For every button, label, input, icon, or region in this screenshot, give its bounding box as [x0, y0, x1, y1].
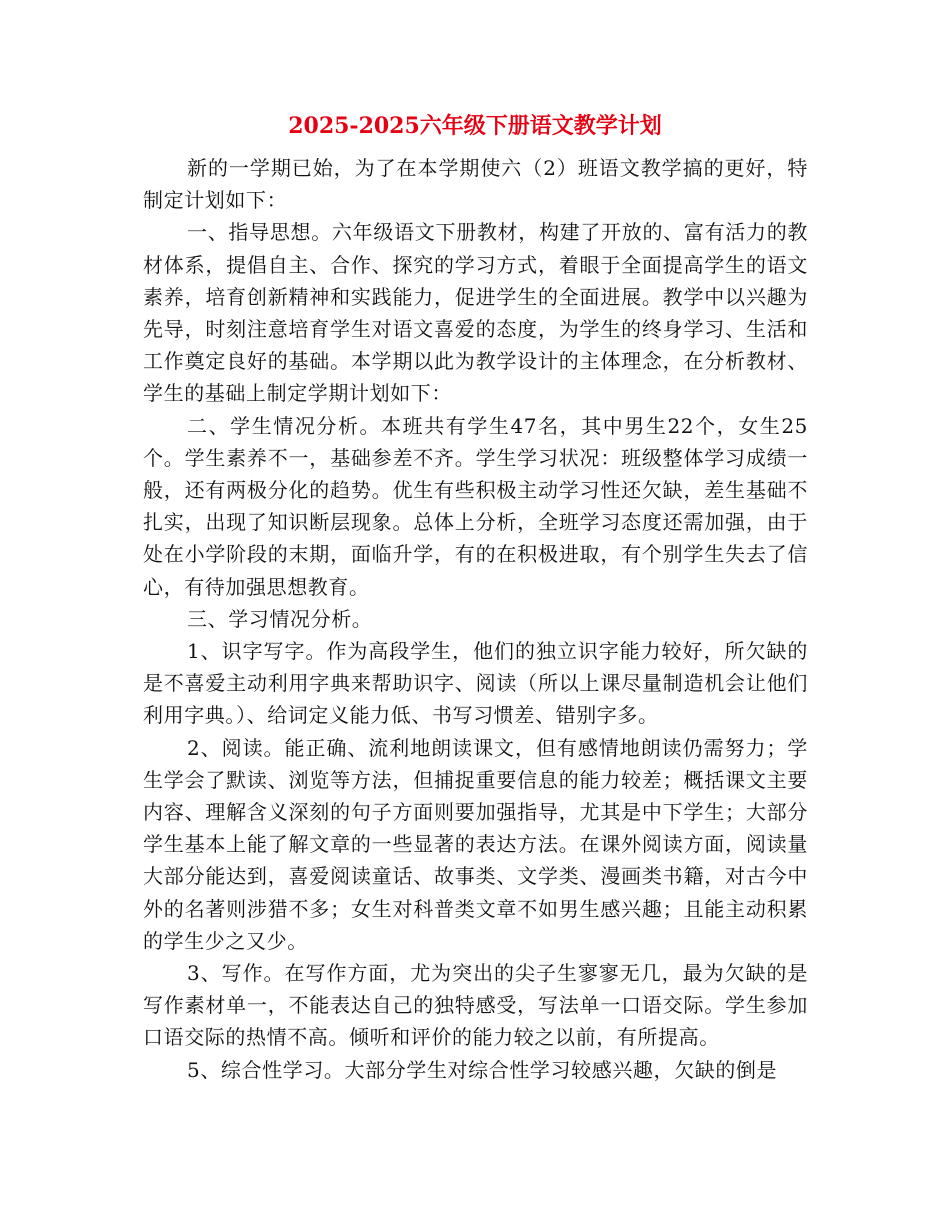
paragraph-reading: 2、阅读。能正确、流利地朗读课文，但有感情地朗读仍需努力；学生学会了默读、浏览等方法，但捕捉重要信息的能力较差；概括课文主要内容、理解含义深刻的句子方面则要加强指导，尤其是中下学生；大部分学生基本上能了解文章的一些显著的表达方法。在课外阅读方面，阅读量大部分能达到，喜爱阅读童话、故事类、文学类、漫画类书籍，对古今中外的名著则涉猎不多；女生对科普类文章不如男生感兴趣；且能主动积累的学生少之又少。 — [143, 735, 808, 953]
paragraph-literacy-writing: 1、识字写字。作为高段学生，他们的独立识字能力较好，所欠缺的是不喜爱主动利用字典来帮助识字、阅读（所以上课尽量制造机会让他们利用字典。）、给词定义能力低、书写习惯差、错别字多。 — [143, 639, 808, 728]
paragraph-guiding-thought: 一、指导思想。六年级语文下册教材，构建了开放的、富有活力的教材体系，提倡自主、合作、探究的学习方式，着眼于全面提高学生的语文素养，培育创新精神和实践能力，促进学生的全面进展。教学中以兴趣为先导，时刻注意培育学生对语文喜爱的态度，为学生的终身学习、生活和工作奠定良好的基础。本学期以此为教学设计的主体理念，在分析教材、学生的基础上制定学期计划如下： — [143, 220, 808, 406]
document-title: 2025-2025六年级下册语文教学计划 — [288, 113, 662, 139]
paragraph-learning-analysis-heading: 三、学习情况分析。 — [187, 606, 373, 631]
document-body — [143, 152, 808, 1086]
paragraph-comprehensive-learning: 5、综合性学习。大部分学生对综合性学习较感兴趣，欠缺的倒是 — [187, 1057, 778, 1082]
paragraph-composition: 3、写作。在写作方面，尤为突出的尖子生寥寥无几，最为欠缺的是写作素材单一，不能表达自己的独特感受，写法单一口语交际。学生参加口语交际的热情不高。倾听和评价的能力较之以前，有所提高。 — [143, 961, 808, 1050]
paragraph-student-analysis: 二、学生情况分析。本班共有学生47名，其中男生22个，女生25个。学生素养不一，基础参差不齐。学生学习状况：班级整体学习成绩一般，还有两极分化的趋势。优生有些积极主动学习性还欠缺，差生基础不扎实，出现了知识断层现象。总体上分析，全班学习态度还需加强，由于处在小学阶段的末期，面临升学，有的在积极进取，有个别学生失去了信心，有待加强思想教育。 — [143, 413, 808, 599]
paragraph-intro: 新的一学期已始，为了在本学期使六（2）班语文教学搞的更好，特制定计划如下： — [143, 156, 808, 213]
